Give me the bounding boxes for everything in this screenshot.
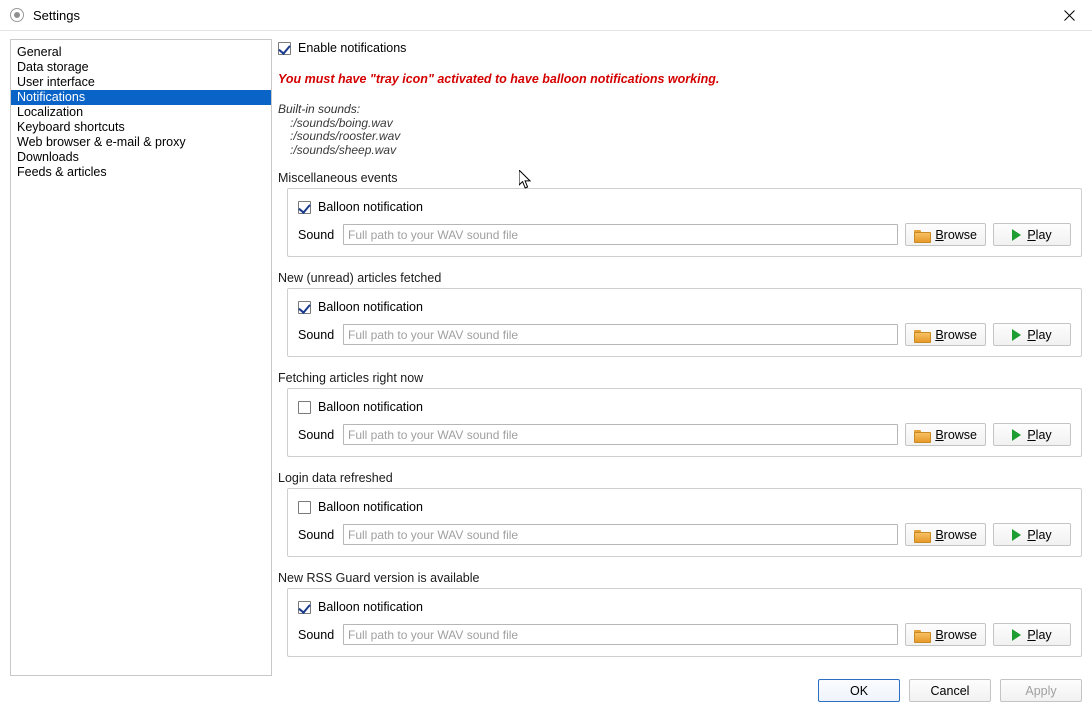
sound-row — [298, 323, 1071, 346]
balloon-notification-checkbox[interactable] — [298, 601, 311, 614]
sound-path-input[interactable] — [343, 624, 898, 645]
group-box — [287, 388, 1082, 457]
balloon-notification-row[interactable] — [298, 298, 1071, 316]
window-title: Settings — [33, 7, 80, 23]
builtin-sound-item: :/sounds/sheep.wav — [290, 142, 397, 157]
group-title: Fetching articles right now — [278, 371, 424, 385]
enable-notifications-row[interactable] — [278, 39, 1082, 57]
balloon-notification-label: Balloon notification — [318, 600, 423, 614]
enable-notifications-label: Enable notifications — [298, 41, 407, 55]
sound-path-input[interactable] — [343, 224, 898, 245]
notification-group — [278, 171, 1082, 257]
balloon-notification-checkbox[interactable] — [298, 301, 311, 314]
balloon-notification-label: Balloon notification — [318, 500, 423, 514]
sound-row — [298, 223, 1071, 246]
apply-button[interactable]: Apply — [1000, 679, 1082, 702]
browse-label: Browse — [935, 427, 977, 442]
window-titlebar — [0, 0, 1092, 31]
builtin-sound-item: :/sounds/rooster.wav — [290, 129, 401, 143]
builtin-sounds-block — [278, 103, 1082, 157]
group-title: New (unread) articles fetched — [278, 271, 442, 285]
play-icon — [1012, 229, 1021, 241]
sound-path-input[interactable] — [343, 324, 898, 345]
play-button[interactable] — [993, 423, 1071, 446]
sound-label: Sound — [298, 527, 335, 542]
notification-groups — [278, 171, 1082, 657]
sound-row — [298, 523, 1071, 546]
play-icon — [1012, 629, 1021, 641]
folder-icon — [914, 529, 929, 541]
balloon-notification-row[interactable] — [298, 198, 1071, 216]
sound-label: Sound — [298, 427, 335, 442]
sidebar-item-feeds-articles[interactable]: Feeds & articles — [17, 165, 107, 179]
sound-path-input[interactable] — [343, 424, 898, 445]
browse-button[interactable] — [905, 423, 986, 446]
sound-row — [298, 423, 1071, 446]
cancel-button[interactable]: Cancel — [909, 679, 991, 702]
tray-icon-warning: You must have "tray icon" activated to have balloon notifications working. — [278, 72, 720, 86]
group-title: New RSS Guard version is available — [278, 571, 480, 585]
notifications-panel — [278, 39, 1082, 672]
group-box — [287, 288, 1082, 357]
balloon-notification-label: Balloon notification — [318, 300, 423, 314]
play-button[interactable] — [993, 223, 1071, 246]
builtin-sound-item: :/sounds/boing.wav — [290, 115, 393, 130]
balloon-notification-label: Balloon notification — [318, 400, 423, 414]
notification-group — [278, 471, 1082, 557]
play-icon — [1012, 329, 1021, 341]
browse-label: Browse — [935, 327, 977, 342]
sound-row — [298, 623, 1071, 646]
group-title: Login data refreshed — [278, 471, 393, 485]
browse-label: Browse — [935, 627, 977, 642]
sound-label: Sound — [298, 227, 335, 242]
play-label: Play — [1027, 527, 1052, 542]
sound-path-input[interactable] — [343, 524, 898, 545]
sidebar-item-downloads[interactable]: Downloads — [17, 150, 79, 164]
balloon-notification-checkbox[interactable] — [298, 401, 311, 414]
folder-icon — [914, 229, 929, 241]
sidebar-item-data-storage[interactable]: Data storage — [17, 60, 89, 74]
sidebar-item-localization[interactable]: Localization — [17, 105, 84, 119]
play-button[interactable] — [993, 623, 1071, 646]
balloon-notification-checkbox[interactable] — [298, 201, 311, 214]
folder-icon — [914, 629, 929, 641]
balloon-notification-checkbox[interactable] — [298, 501, 311, 514]
browse-button[interactable] — [905, 623, 986, 646]
sound-label: Sound — [298, 627, 335, 642]
folder-icon — [914, 429, 929, 441]
sound-label: Sound — [298, 327, 335, 342]
browse-label: Browse — [935, 227, 977, 242]
browse-label: Browse — [935, 527, 977, 542]
balloon-notification-row[interactable] — [298, 498, 1071, 516]
notification-group — [278, 371, 1082, 457]
play-label: Play — [1027, 227, 1052, 242]
play-button[interactable] — [993, 523, 1071, 546]
group-box — [287, 488, 1082, 557]
browse-button[interactable] — [905, 223, 986, 246]
notification-group — [278, 271, 1082, 357]
balloon-notification-row[interactable] — [298, 398, 1071, 416]
play-icon — [1012, 529, 1021, 541]
browse-button[interactable] — [905, 323, 986, 346]
dialog-buttons — [818, 679, 1082, 702]
enable-notifications-checkbox[interactable] — [278, 42, 291, 55]
sidebar-item-user-interface[interactable]: User interface — [17, 75, 95, 89]
group-title: Miscellaneous events — [278, 171, 398, 185]
close-icon[interactable] — [1047, 0, 1092, 31]
settings-gear-icon — [10, 8, 24, 22]
settings-category-list[interactable] — [10, 39, 272, 676]
play-icon — [1012, 429, 1021, 441]
notification-group — [278, 571, 1082, 657]
play-label: Play — [1027, 627, 1052, 642]
settings-dialog-body — [0, 31, 1092, 712]
builtin-sounds-heading: Built-in sounds: — [278, 102, 361, 116]
sidebar-item-keyboard-shortcuts[interactable]: Keyboard shortcuts — [17, 120, 125, 134]
group-box — [287, 588, 1082, 657]
folder-icon — [914, 329, 929, 341]
group-box — [287, 188, 1082, 257]
browse-button[interactable] — [905, 523, 986, 546]
sidebar-item-web-browser-e-mail-proxy[interactable]: Web browser & e-mail & proxy — [17, 135, 186, 149]
balloon-notification-row[interactable] — [298, 598, 1071, 616]
sidebar-item-notifications[interactable]: Notifications — [11, 90, 271, 105]
play-label: Play — [1027, 327, 1052, 342]
balloon-notification-label: Balloon notification — [318, 200, 423, 214]
play-button[interactable] — [993, 323, 1071, 346]
sidebar-item-general[interactable]: General — [17, 45, 62, 59]
play-label: Play — [1027, 427, 1052, 442]
ok-button[interactable]: OK — [818, 679, 900, 702]
